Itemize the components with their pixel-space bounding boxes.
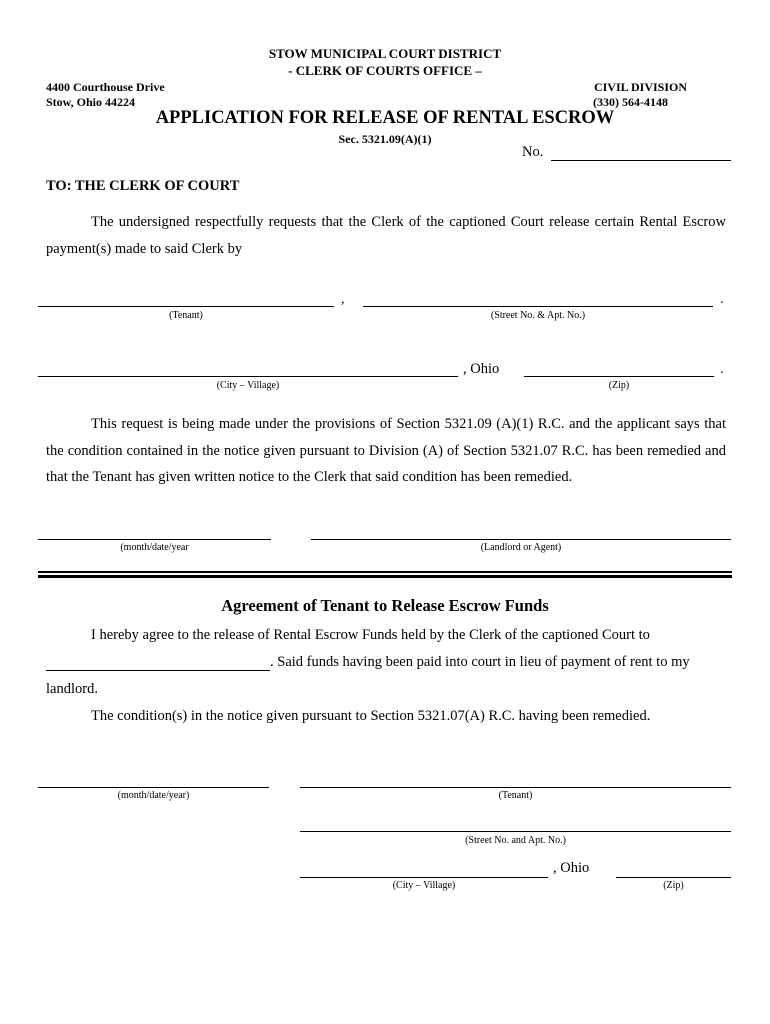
agreement-date-caption: (month/date/year): [117, 790, 190, 801]
agreement-zip-field[interactable]: [616, 877, 731, 878]
city-field[interactable]: [38, 376, 458, 377]
landlord-signature-field[interactable]: [311, 539, 731, 540]
period-separator-2: .: [720, 362, 724, 377]
agreement-line-3: landlord.: [46, 681, 98, 697]
tenant-caption: (Tenant): [169, 310, 203, 321]
agreement-tenant-caption: (Tenant): [498, 790, 533, 801]
agreement-zip-caption: (Zip): [663, 880, 684, 891]
agreement-city-caption: (City – Village): [392, 880, 456, 891]
agreement-line-1: I hereby agree to the release of Rental Escrow Funds held by the Clerk of the captioned Court to: [91, 627, 650, 643]
division-label: CIVIL DIVISION: [593, 80, 687, 94]
date-field[interactable]: [38, 539, 271, 540]
agreement-line-2: . Said funds having been paid into court in lieu of payment of rent to my: [270, 654, 690, 670]
agreement-city-field[interactable]: [300, 877, 548, 878]
case-no-label: No.: [522, 144, 544, 160]
release-to-field[interactable]: [46, 670, 270, 671]
zip-caption: (Zip): [608, 380, 630, 391]
agreement-street-caption: (Street No. and Apt. No.): [465, 835, 566, 846]
date-caption: (month/date/year: [120, 542, 189, 553]
separator-bottom: [38, 575, 732, 578]
to-clerk-heading: TO: THE CLERK OF COURT: [46, 178, 240, 194]
form-title: APPLICATION FOR RELEASE OF RENTAL ESCROW: [155, 108, 615, 128]
agreement-line-4: The condition(s) in the notice given pursuant to Section 5321.07(A) R.C. having been remedied.: [91, 708, 651, 724]
ohio-label: , Ohio: [463, 361, 500, 377]
agreement-heading: Agreement of Tenant to Release Escrow Funds: [221, 596, 549, 615]
case-no-field[interactable]: [551, 160, 731, 161]
agreement-date-field[interactable]: [38, 787, 269, 788]
clerk-office: - CLERK OF COURTS OFFICE –: [288, 63, 482, 78]
provisions-paragraph: [46, 411, 726, 491]
court-name: STOW MUNICIPAL COURT DISTRICT: [268, 46, 502, 61]
zip-field[interactable]: [524, 376, 714, 377]
tenant-field[interactable]: [38, 306, 334, 307]
section-reference: Sec. 5321.09(A)(1): [338, 132, 432, 146]
provisions-text: This request is being made under the provisions of Section 5321.09 (A)(1) R.C. and the applicant says that the condition contained in the notice given pursuant to Division (A) of Section 5321.07 R.C. has been remedied and that the Tenant has given written notice to the Clerk that said condition has been remedied.: [46, 416, 726, 485]
tenant-signature-field[interactable]: [300, 787, 731, 788]
comma-separator: ,: [341, 292, 345, 307]
landlord-caption: (Landlord or Agent): [480, 542, 562, 553]
address-line-2: Stow, Ohio 44224: [46, 95, 136, 109]
street-caption: (Street No. & Apt. No.): [490, 310, 586, 321]
phone-number: (330) 564-4148: [593, 95, 668, 109]
street-field[interactable]: [363, 306, 713, 307]
agreement-street-field[interactable]: [300, 831, 731, 832]
separator-top: [38, 571, 732, 573]
agreement-ohio-label: , Ohio: [553, 860, 590, 876]
request-paragraph: [46, 209, 726, 263]
period-separator: .: [720, 292, 724, 307]
address-line-1: 4400 Courthouse Drive: [46, 80, 165, 94]
request-text: The undersigned respectfully requests that the Clerk of the captioned Court release certain Rental Escrow payment(s) made to said Clerk by: [46, 214, 726, 257]
city-caption: (City – Village): [216, 380, 280, 391]
